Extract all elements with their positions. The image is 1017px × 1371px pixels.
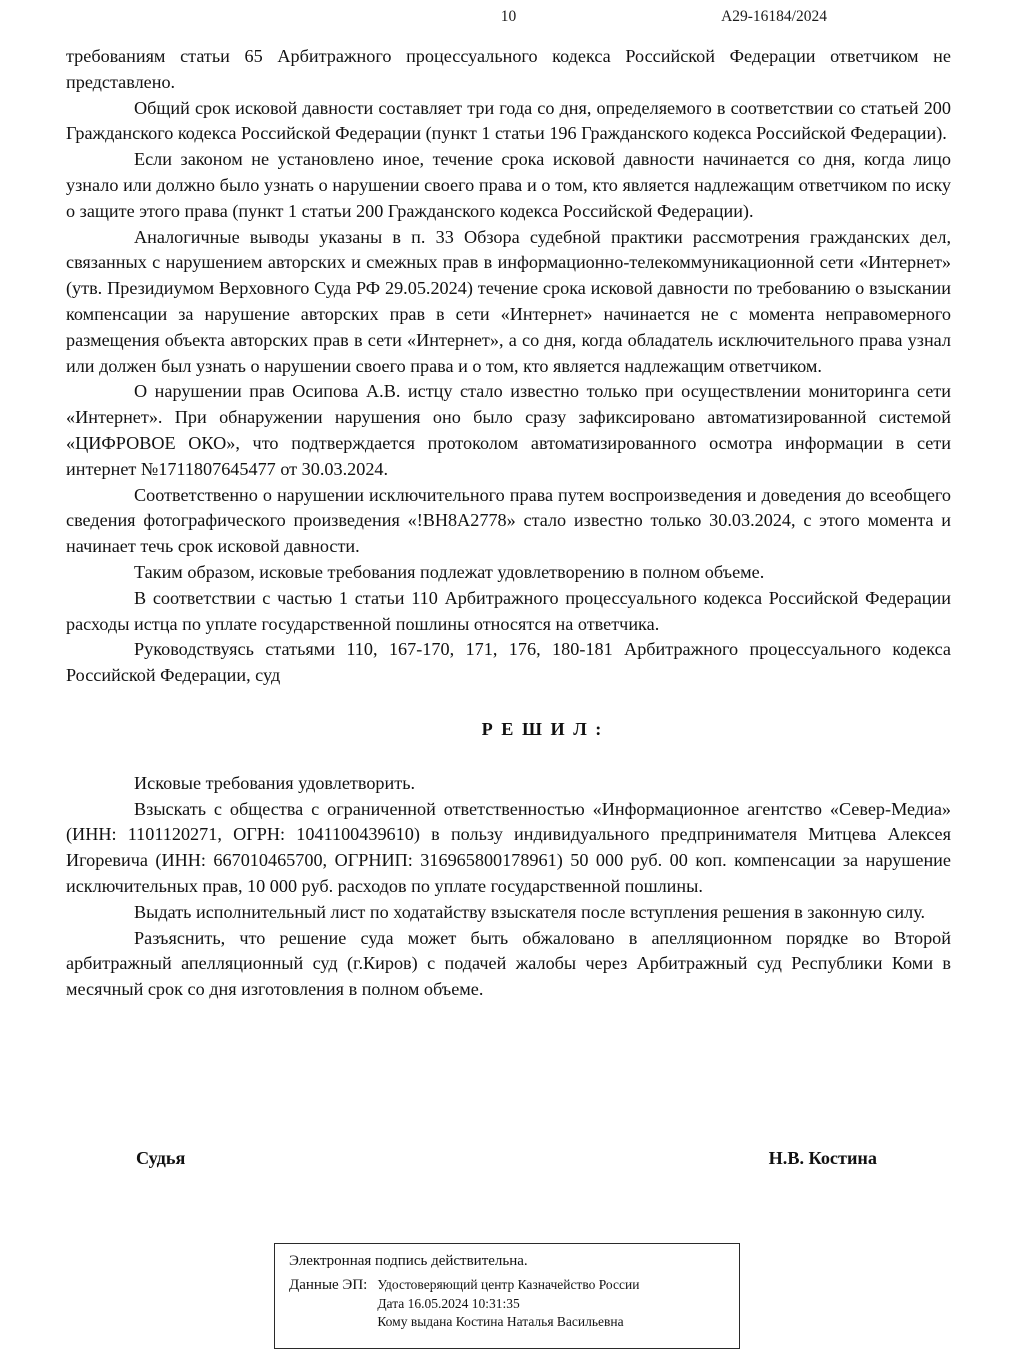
paragraph: О нарушении прав Осипова А.В. истцу стало известно только при осуществлении мониторинга сети «Интернет». При обнаружении нарушения оно было сразу зафиксировано автоматизированной системой «ЦИФРОВОЕ ОКО», что подтверждается протоколом автоматизированного осмотра информации в сети интернет №1711807645477 от 30.03.2024.: [66, 381, 951, 479]
signature-data-label: Данные ЭП:: [289, 1277, 368, 1293]
electronic-signature-stamp: [274, 1243, 740, 1349]
case-number: А29-16184/2024: [721, 8, 827, 25]
document-body: [66, 44, 951, 1003]
page-number: 10: [500, 8, 517, 25]
paragraph: Выдать исполнительный лист по ходатайству взыскателя после вступления решения в законную силу.: [134, 901, 926, 922]
resolution-title: Р Е Ш И Л :: [481, 718, 604, 739]
paragraph: требованиям статьи 65 Арбитражного процессуального кодекса Российской Федерации ответчиком не представлено.: [66, 46, 951, 92]
judge-label: Судья: [136, 1148, 186, 1168]
paragraph: Соответственно о нарушении исключительного права путем воспроизведения и доведения до всеобщего сведения фотографического произведения «!ВН8А2778» стало известно только 30.03.2024, с этого момента и начинает течь срок исковой давности.: [66, 484, 951, 557]
page-header: [0, 8, 1017, 30]
paragraph: Если законом не установлено иное, течение срока исковой давности начинается со дня, когда лицо узнало или должно было узнать о нарушении своего права и о том, кто является надлежащим ответчиком по иску о защите этого права (пункт 1 статьи 200 Гражданского кодекса Российской Федерации).: [66, 149, 951, 221]
judge-name: Н.В. Костина: [768, 1148, 877, 1168]
signature-date: Дата 16.05.2024 10:31:35: [377, 1295, 520, 1311]
paragraph: Таким образом, исковые требования подлежат удовлетворению в полном объеме.: [134, 561, 765, 582]
paragraph: Взыскать с общества с ограниченной ответственностью «Информационное агентство «Север-Медиа» (ИНН: 1101120271, ОГРН: 1041100439610) в пользу индивидуального предпринимателя Митцева Алексея Игоревича (ИНН: 667010465700, ОГРНИП: 316965800178961) 50 000 руб. 00 коп. компенсации за нарушение исключительных прав, 10 000 руб. расходов по уплате государственной пошлины.: [66, 798, 951, 896]
signature-authority: Удостоверяющий центр Казначейство России: [377, 1277, 640, 1292]
paragraph: Руководствуясь статьями 110, 167-170, 171, 176, 180-181 Арбитражного процессуального кодекса Российской Федерации, суд: [66, 639, 951, 686]
paragraph: В соответствии с частью 1 статьи 110 Арбитражного процессуального кодекса Российской Федерации расходы истца по уплате государственной пошлины относятся на ответчика.: [66, 587, 951, 634]
signature-validity-text: Электронная подпись действительна.: [289, 1253, 528, 1269]
paragraph: Разъяснить, что решение суда может быть обжаловано в апелляционном порядке во Второй арбитражный апелляционный суд (г.Киров) с подачей жалобы через Арбитражный суд Республики Коми в месячный срок со дня изготовления в полном объеме.: [66, 927, 951, 1000]
paragraph: Исковые требования удовлетворить.: [134, 772, 416, 793]
paragraph: Общий срок исковой давности составляет три года со дня, определяемого в соответствии со статьей 200 Гражданского кодекса Российской Федерации (пункт 1 статьи 196 Гражданского кодекса Российской Федерации).: [66, 97, 951, 144]
paragraph: Аналогичные выводы указаны в п. 33 Обзора судебной практики рассмотрения гражданских дел, связанных с нарушением авторских и смежных прав в информационно-телекоммуникационной сети «Интернет» (утв. Президиумом Верховного Суда РФ 29.05.2024) течение срока исковой давности по требованию о взыскании компенсации за нарушение авторских прав в сети «Интернет» начинается не с момента неправомерного размещения объекта авторских прав в сети «Интернет», а со дня, когда обладатель исключительного права узнал или должен был узнать о нарушении своего права и о том, кто является надлежащим ответчиком.: [66, 226, 951, 376]
signature-issued-to: Кому выдана Костина Наталья Васильевна: [377, 1314, 624, 1329]
